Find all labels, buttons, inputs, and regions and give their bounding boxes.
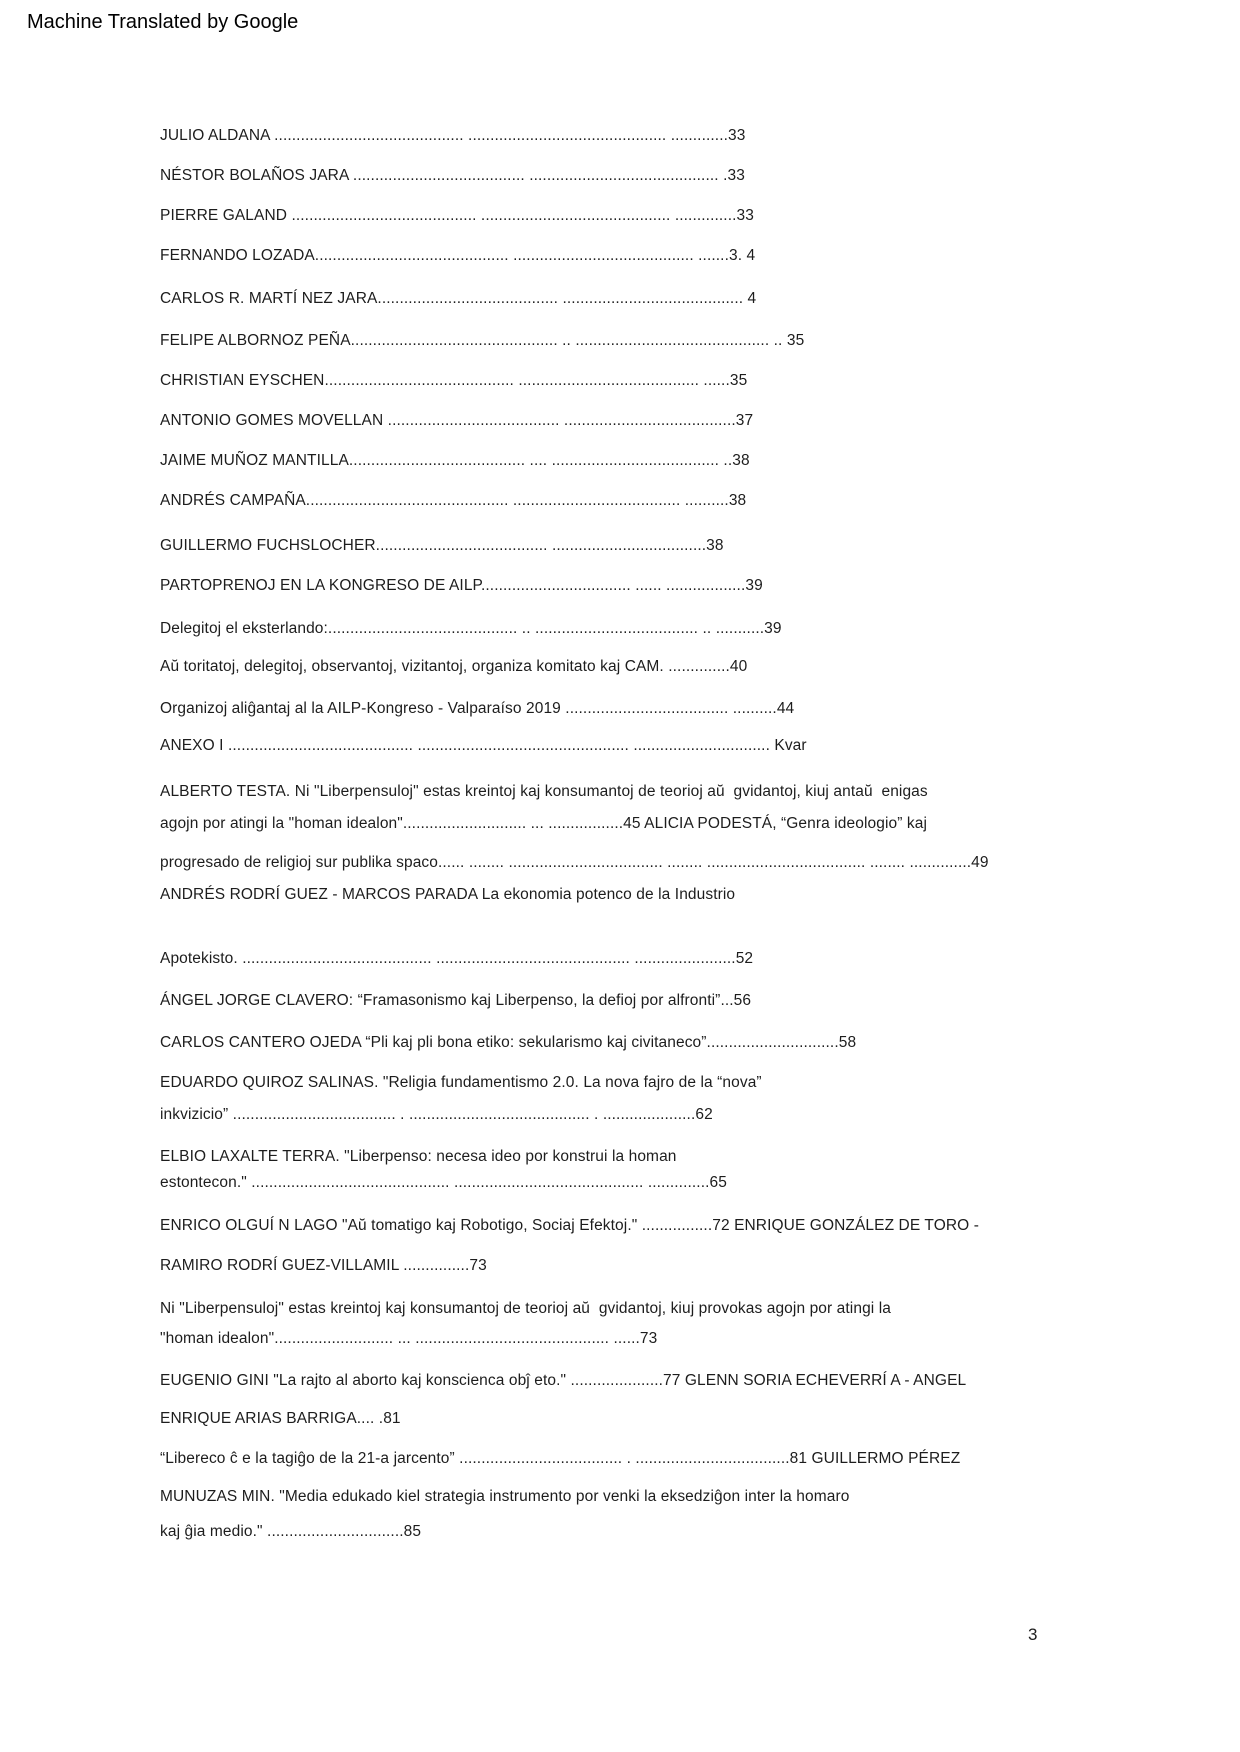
page-number: 3 (1028, 1625, 1038, 1644)
toc-entry: EDUARDO QUIROZ SALINAS. "Religia fundamentismo 2.0. La nova fajro de la “nova” (160, 1074, 762, 1091)
toc-entry: ANDRÉS CAMPAÑA.............................................. ...................................... ..........38 (160, 492, 747, 509)
toc-entry: ANEXO I .......................................... ................................................ ............................... Kvar (160, 737, 807, 754)
toc-entry: ELBIO LAXALTE TERRA. "Liberpenso: necesa ideo por konstrui la homan (160, 1148, 677, 1165)
toc-entry: CARLOS R. MARTÍ NEZ JARA......................................... ......................................... 4 (160, 290, 757, 307)
toc-entry: FELIPE ALBORNOZ PEÑA............................................... .. ............................................ .. 35 (160, 332, 805, 349)
toc-entry: FERNANDO LOZADA............................................ ......................................... .......3. 4 (160, 247, 756, 264)
toc-entry: Aŭ toritatoj, delegitoj, observantoj, vizitantoj, organiza komitato kaj CAM. ..............40 (160, 658, 748, 675)
toc-entry: agojn por atingi la "homan idealon"............................ ... .................45 ALICIA PODESTÁ, “Genra ideologio” kaj (160, 815, 927, 832)
machine-translated-watermark: Machine Translated by Google (27, 11, 299, 33)
toc-entry: MUNUZAS MIN. "Media edukado kiel strategia instrumento por venki la eksedziĝon inter la homaro (160, 1488, 850, 1505)
toc-entry: progresado de religioj sur publika spaco...... ........ ................................... ........ .................................... ........ ..............49 (160, 854, 989, 871)
toc-entry: ÁNGEL JORGE CLAVERO: “Framasonismo kaj Liberpenso, la defioj por alfronti”...56 (160, 992, 752, 1009)
toc-entry: CHRISTIAN EYSCHEN........................................... ......................................... ......35 (160, 372, 748, 389)
toc-entry: RAMIRO RODRÍ GUEZ-VILLAMIL ...............73 (160, 1257, 487, 1274)
toc-entry: ENRICO OLGUÍ N LAGO "Aŭ tomatigo kaj Robotigo, Sociaj Efektoj." ................72 ENRIQUE GONZÁLEZ DE TORO - (160, 1217, 979, 1234)
toc-entry: kaj ĝia medio." ...............................85 (160, 1523, 422, 1540)
toc-entry: EUGENIO GINI "La rajto al aborto kaj konscienca obĵ eto." .....................77 GLENN SORIA ECHEVERRÍ A - ANGEL (160, 1372, 967, 1389)
toc-entry: Apotekisto. ........................................... ............................................ .......................52 (160, 950, 754, 967)
toc-entry: ANDRÉS RODRÍ GUEZ - MARCOS PARADA La ekonomia potenco de la Industrio (160, 886, 736, 903)
toc-entry: estontecon." ............................................. ........................................... ..............65 (160, 1174, 727, 1191)
toc-entry: ALBERTO TESTA. Ni "Liberpensuloj" estas kreintoj kaj konsumantoj de teorioj aŭ gvidantoj, kiuj antaŭ enigas (160, 783, 928, 800)
toc-entry: Delegitoj el eksterlando:........................................... .. ..................................... .. ...........39 (160, 620, 782, 637)
toc-entry: NÉSTOR BOLAÑOS JARA ....................................... ........................................... .33 (160, 167, 745, 184)
toc-entry: inkvizicio” ..................................... . ......................................... . .....................62 (160, 1106, 713, 1123)
toc-entry: Organizoj aliĝantaj al la AILP-Kongreso - Valparaíso 2019 ..................................... ..........44 (160, 700, 795, 717)
toc-entry: "homan idealon"........................... ... ............................................ ......73 (160, 1330, 658, 1347)
toc-entry: JULIO ALDANA ........................................... ............................................. .............33 (160, 127, 746, 144)
toc-entry: “Libereco ĉ e la tagiĝo de la 21-a jarcento” ..................................... . ...................................81 GUILLERMO PÉREZ (160, 1450, 961, 1467)
toc-entry: Ni "Liberpensuloj" estas kreintoj kaj konsumantoj de teorioj aŭ gvidantoj, kiuj provokas agojn por atingi la (160, 1300, 892, 1317)
toc-entry: ANTONIO GOMES MOVELLAN ....................................... .......................................37 (160, 412, 754, 429)
toc-entry: PARTOPRENOJ EN LA KONGRESO DE AILP.................................. ...... ..................39 (160, 577, 763, 594)
toc-entry: CARLOS CANTERO OJEDA “Pli kaj pli bona etiko: sekularismo kaj civitaneco”..............................58 (160, 1034, 857, 1051)
toc-entry: GUILLERMO FUCHSLOCHER....................................... ...................................38 (160, 537, 724, 554)
toc-entry: JAIME MUÑOZ MANTILLA........................................ .... ...................................... ..38 (160, 452, 750, 469)
toc-entry: PIERRE GALAND .......................................... ........................................... ..............33 (160, 207, 754, 224)
toc-entry: ENRIQUE ARIAS BARRIGA.... .81 (160, 1410, 401, 1427)
